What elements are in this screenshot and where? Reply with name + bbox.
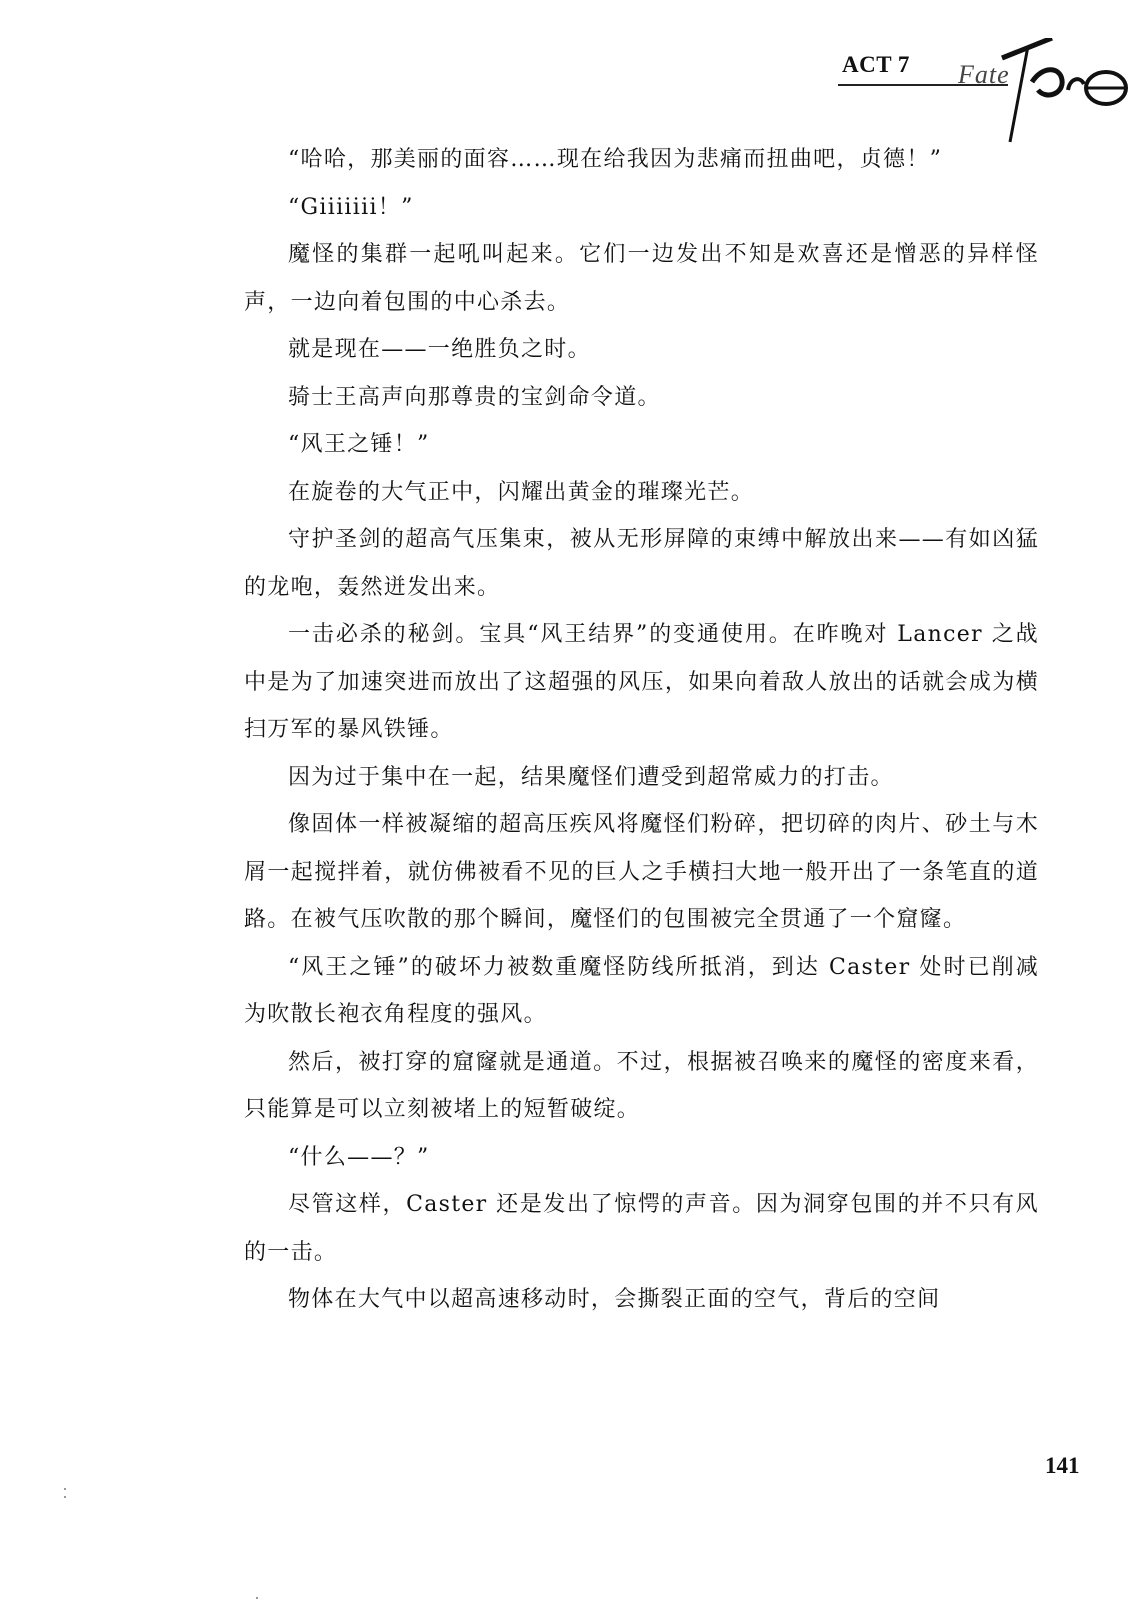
paragraph: 因为过于集中在一起，结果魔怪们遭受到超常威力的打击。 (288, 764, 894, 790)
paragraph: “风王之锤”的破坏力被数重魔怪防线所抵消，到达 Caster 处时已削减为吹散长袍衣角程度的强风。 (244, 954, 1039, 1027)
paragraph: 在旋卷的大气正中，闪耀出黄金的璀璨光芒。 (288, 479, 755, 505)
paragraph: 然后，被打穿的窟窿就是通道。不过，根据被召唤来的魔怪的密度来看，只能算是可以立刻被堵上的短暂破绽。 (244, 1049, 1039, 1122)
paragraph: 物体在大气中以超高速移动时，会撕裂正面的空气，背后的空间 (288, 1287, 941, 1312)
paragraph: “什么——？” (288, 1144, 430, 1170)
paragraph: 尽管这样，Caster 还是发出了惊愕的声音。因为洞穿包围的并不只有风的一击。 (244, 1192, 1039, 1265)
scan-speck (64, 1496, 66, 1498)
paragraph: “哈哈，那美丽的面容……现在给我因为悲痛而扭曲吧，贞德！” (288, 147, 943, 172)
fate-zero-logo (958, 38, 1136, 150)
svg-text:Fate: Fate (958, 60, 1010, 89)
scan-speck (256, 1597, 258, 1599)
paragraph: 一击必杀的秘剑。宝具“风王结界”的变通使用。在昨晚对 Lancer 之战中是为了加速突进而放出了这超强的风压，如果向着敌人放出的话就会成为横扫万军的暴风铁锤。 (244, 622, 1039, 742)
page-number: 141 (1045, 1453, 1080, 1478)
paragraph: “Giiiiiii！” (288, 194, 414, 220)
paragraph: 骑士王高声向那尊贵的宝剑命令道。 (288, 384, 661, 410)
paragraph: 守护圣剑的超高气压集束，被从无形屏障的束缚中解放出来——有如凶猛的龙咆，轰然迸发出来。 (244, 527, 1039, 600)
scan-speck (64, 1488, 66, 1490)
main-text (244, 136, 1039, 1324)
paragraph: “风王之锤！” (288, 432, 430, 457)
running-header (838, 38, 1136, 118)
paragraph: 像固体一样被凝缩的超高压疾风将魔怪们粉碎，把切碎的肉片、砂土与木屑一起搅拌着，就仿佛被看不见的巨人之手横扫大地一般开出了一条笔直的道路。在被气压吹散的那个瞬间，魔怪们的包围被完全贯通了一个窟窿。 (244, 812, 1039, 932)
paragraph: 魔怪的集群一起吼叫起来。它们一边发出不知是欢喜还是憎恶的异样怪声，一边向着包围的中心杀去。 (244, 242, 1039, 315)
chapter-label: ACT 7 (842, 52, 910, 77)
paragraph: 就是现在——一绝胜负之时。 (288, 337, 591, 362)
